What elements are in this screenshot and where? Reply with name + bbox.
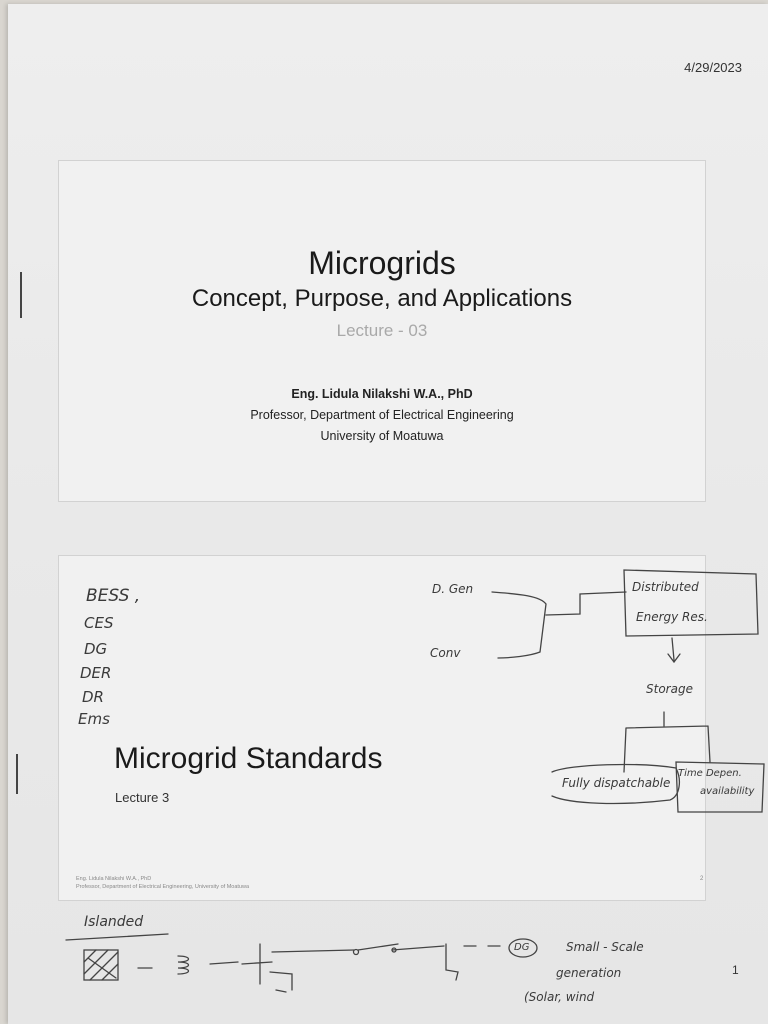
handwritten-note: Fully dispatchable <box>562 776 671 790</box>
handwritten-note: Storage <box>646 682 693 696</box>
slide-footer <box>76 875 249 891</box>
handwritten-note: DG <box>514 942 530 953</box>
slide-microgrid-standards <box>58 555 706 901</box>
handwritten-acronym: CES <box>84 614 114 632</box>
handwritten-note: Energy Res. <box>636 610 708 624</box>
handwritten-acronym: DG <box>84 640 108 658</box>
author-role: Professor, Department of Electrical Engineering <box>250 408 514 422</box>
slide-subtitle: Lecture 3 <box>115 790 170 805</box>
print-date: 4/29/2023 <box>684 60 742 75</box>
handwritten-note: Conv <box>430 646 461 660</box>
slide-title-microgrids <box>58 160 706 502</box>
university-name: University of Moatuwa <box>320 429 444 443</box>
handwritten-note: Islanded <box>84 914 144 930</box>
handwritten-note: generation <box>556 966 622 980</box>
handwritten-note: availability <box>700 786 755 797</box>
author-name: Eng. Lidula Nilakshi W.A., PhD <box>291 387 473 401</box>
handwritten-acronym: Ems <box>78 710 110 728</box>
slide-subtitle: Concept, Purpose, and Applications <box>191 285 573 312</box>
footer-author: Eng. Lidula Nilakshi W.A., PhD <box>76 876 152 882</box>
binder-mark <box>20 272 22 318</box>
footer-affiliation: Professor, Department of Electrical Engineering, University of Moatuwa <box>76 884 250 890</box>
handwritten-note: Time Depen. <box>678 768 742 779</box>
handwritten-acronym: DR <box>82 688 104 706</box>
handwritten-note: Small - Scale <box>566 940 644 954</box>
slide-title: Microgrids <box>308 245 456 281</box>
handwritten-acronym: BESS , <box>86 586 141 606</box>
handwritten-note: D. Gen <box>432 582 474 596</box>
slide-title: Microgrid Standards <box>114 742 383 775</box>
handwritten-acronym: DER <box>80 664 112 682</box>
binder-mark <box>16 754 18 794</box>
slide-footer-number: 2 <box>700 876 704 882</box>
page-number: 1 <box>732 963 739 977</box>
handwritten-note: Distributed <box>632 580 699 594</box>
handwritten-note: (Solar, wind <box>524 990 595 1004</box>
lecture-number: Lecture - 03 <box>336 321 428 340</box>
